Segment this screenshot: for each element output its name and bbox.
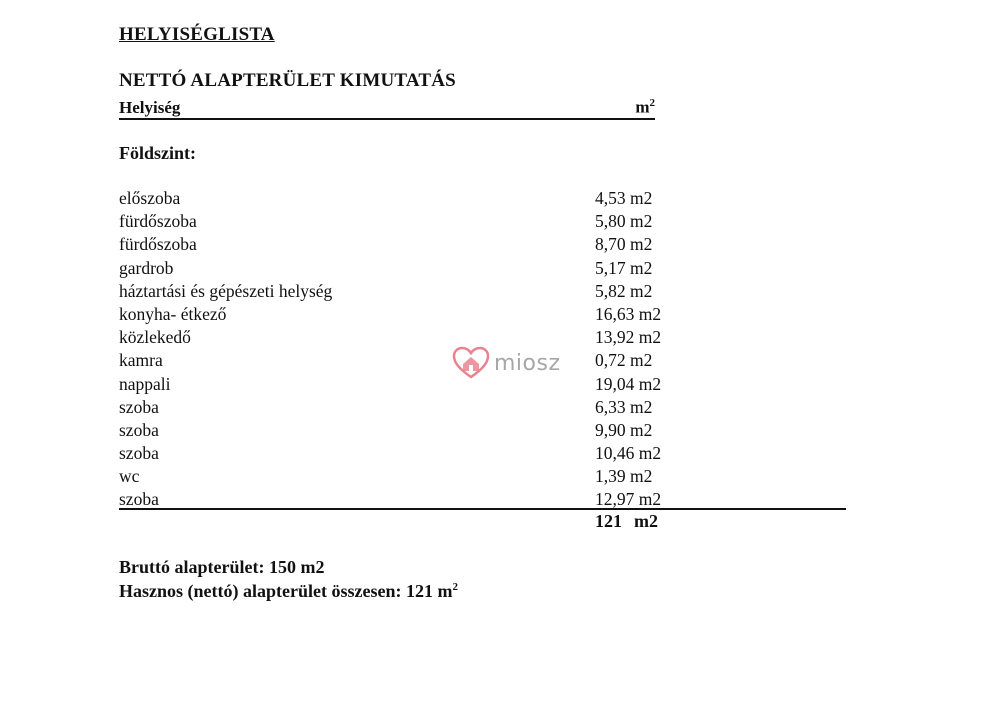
room-area: 4,53 m2: [595, 188, 653, 208]
room-area: 19,04 m2: [595, 373, 662, 394]
room-row: [119, 396, 679, 419]
watermark: [452, 346, 561, 380]
room-row: [119, 257, 679, 280]
room-area: 5,17 m2: [595, 257, 653, 278]
room-area: 12,97 m2: [595, 489, 662, 510]
room-row: [119, 326, 679, 349]
room-row: [119, 442, 679, 465]
room-area: 6,33 m2: [595, 396, 653, 417]
room-row: [119, 303, 679, 326]
heart-house-logo-icon: [452, 346, 490, 380]
net-area-line: Hasznos (nettó) alapterület összesen: 121 $m^2$: [119, 581, 458, 601]
room-area: 5,80 m2: [595, 211, 653, 232]
room-name: szoba: [119, 443, 159, 464]
room-area: 0,72 m2: [595, 350, 653, 371]
room-row: [119, 419, 679, 442]
room-name: fürdőszoba: [119, 211, 197, 232]
column-header: [119, 96, 655, 120]
room-row: [119, 210, 679, 233]
room-row: [119, 465, 679, 488]
room-area: 16,63 m2: [595, 303, 662, 324]
floor-heading: Földszint:: [119, 143, 197, 163]
column-header-area: $m^2$: [635, 97, 655, 117]
room-name: konyha- étkező: [119, 303, 227, 324]
room-name: szoba: [119, 419, 159, 440]
room-list: [119, 187, 679, 512]
room-area: 8,70 m2: [595, 234, 653, 255]
room-area: 1,39 m2: [595, 466, 653, 487]
watermark-text: miosz: [494, 350, 561, 376]
document-subtitle: NETTÓ ALAPTERÜLET KIMUTATÁS: [119, 70, 456, 91]
sum-divider: [119, 508, 846, 510]
room-name: előszoba: [119, 188, 181, 208]
room-row: [119, 280, 679, 303]
room-name: fürdőszoba: [119, 234, 197, 255]
room-name: szoba: [119, 489, 159, 510]
room-name: kamra: [119, 350, 163, 371]
room-name: háztartási és gépészeti helység: [119, 280, 333, 301]
room-area: 5,82 m2: [595, 280, 653, 301]
room-area: 13,92 m2: [595, 327, 662, 348]
total-area: [595, 511, 658, 532]
total-value: 121: [595, 511, 622, 531]
column-header-room: Helyiség: [119, 98, 181, 117]
room-area: 9,90 m2: [595, 419, 653, 440]
room-name: wc: [119, 466, 140, 487]
room-row: [119, 233, 679, 256]
room-area: 10,46 m2: [595, 443, 662, 464]
document-title: HELYISÉGLISTA: [119, 24, 275, 45]
room-name: nappali: [119, 373, 171, 394]
room-row: [119, 187, 679, 210]
room-row: [119, 349, 679, 372]
total-unit: m2: [634, 511, 658, 531]
room-name: közlekedő: [119, 327, 191, 348]
gross-area-line: Bruttó alapterület: 150 m2: [119, 557, 325, 577]
room-name: gardrob: [119, 257, 174, 278]
room-name: szoba: [119, 396, 159, 417]
room-row: [119, 373, 679, 396]
